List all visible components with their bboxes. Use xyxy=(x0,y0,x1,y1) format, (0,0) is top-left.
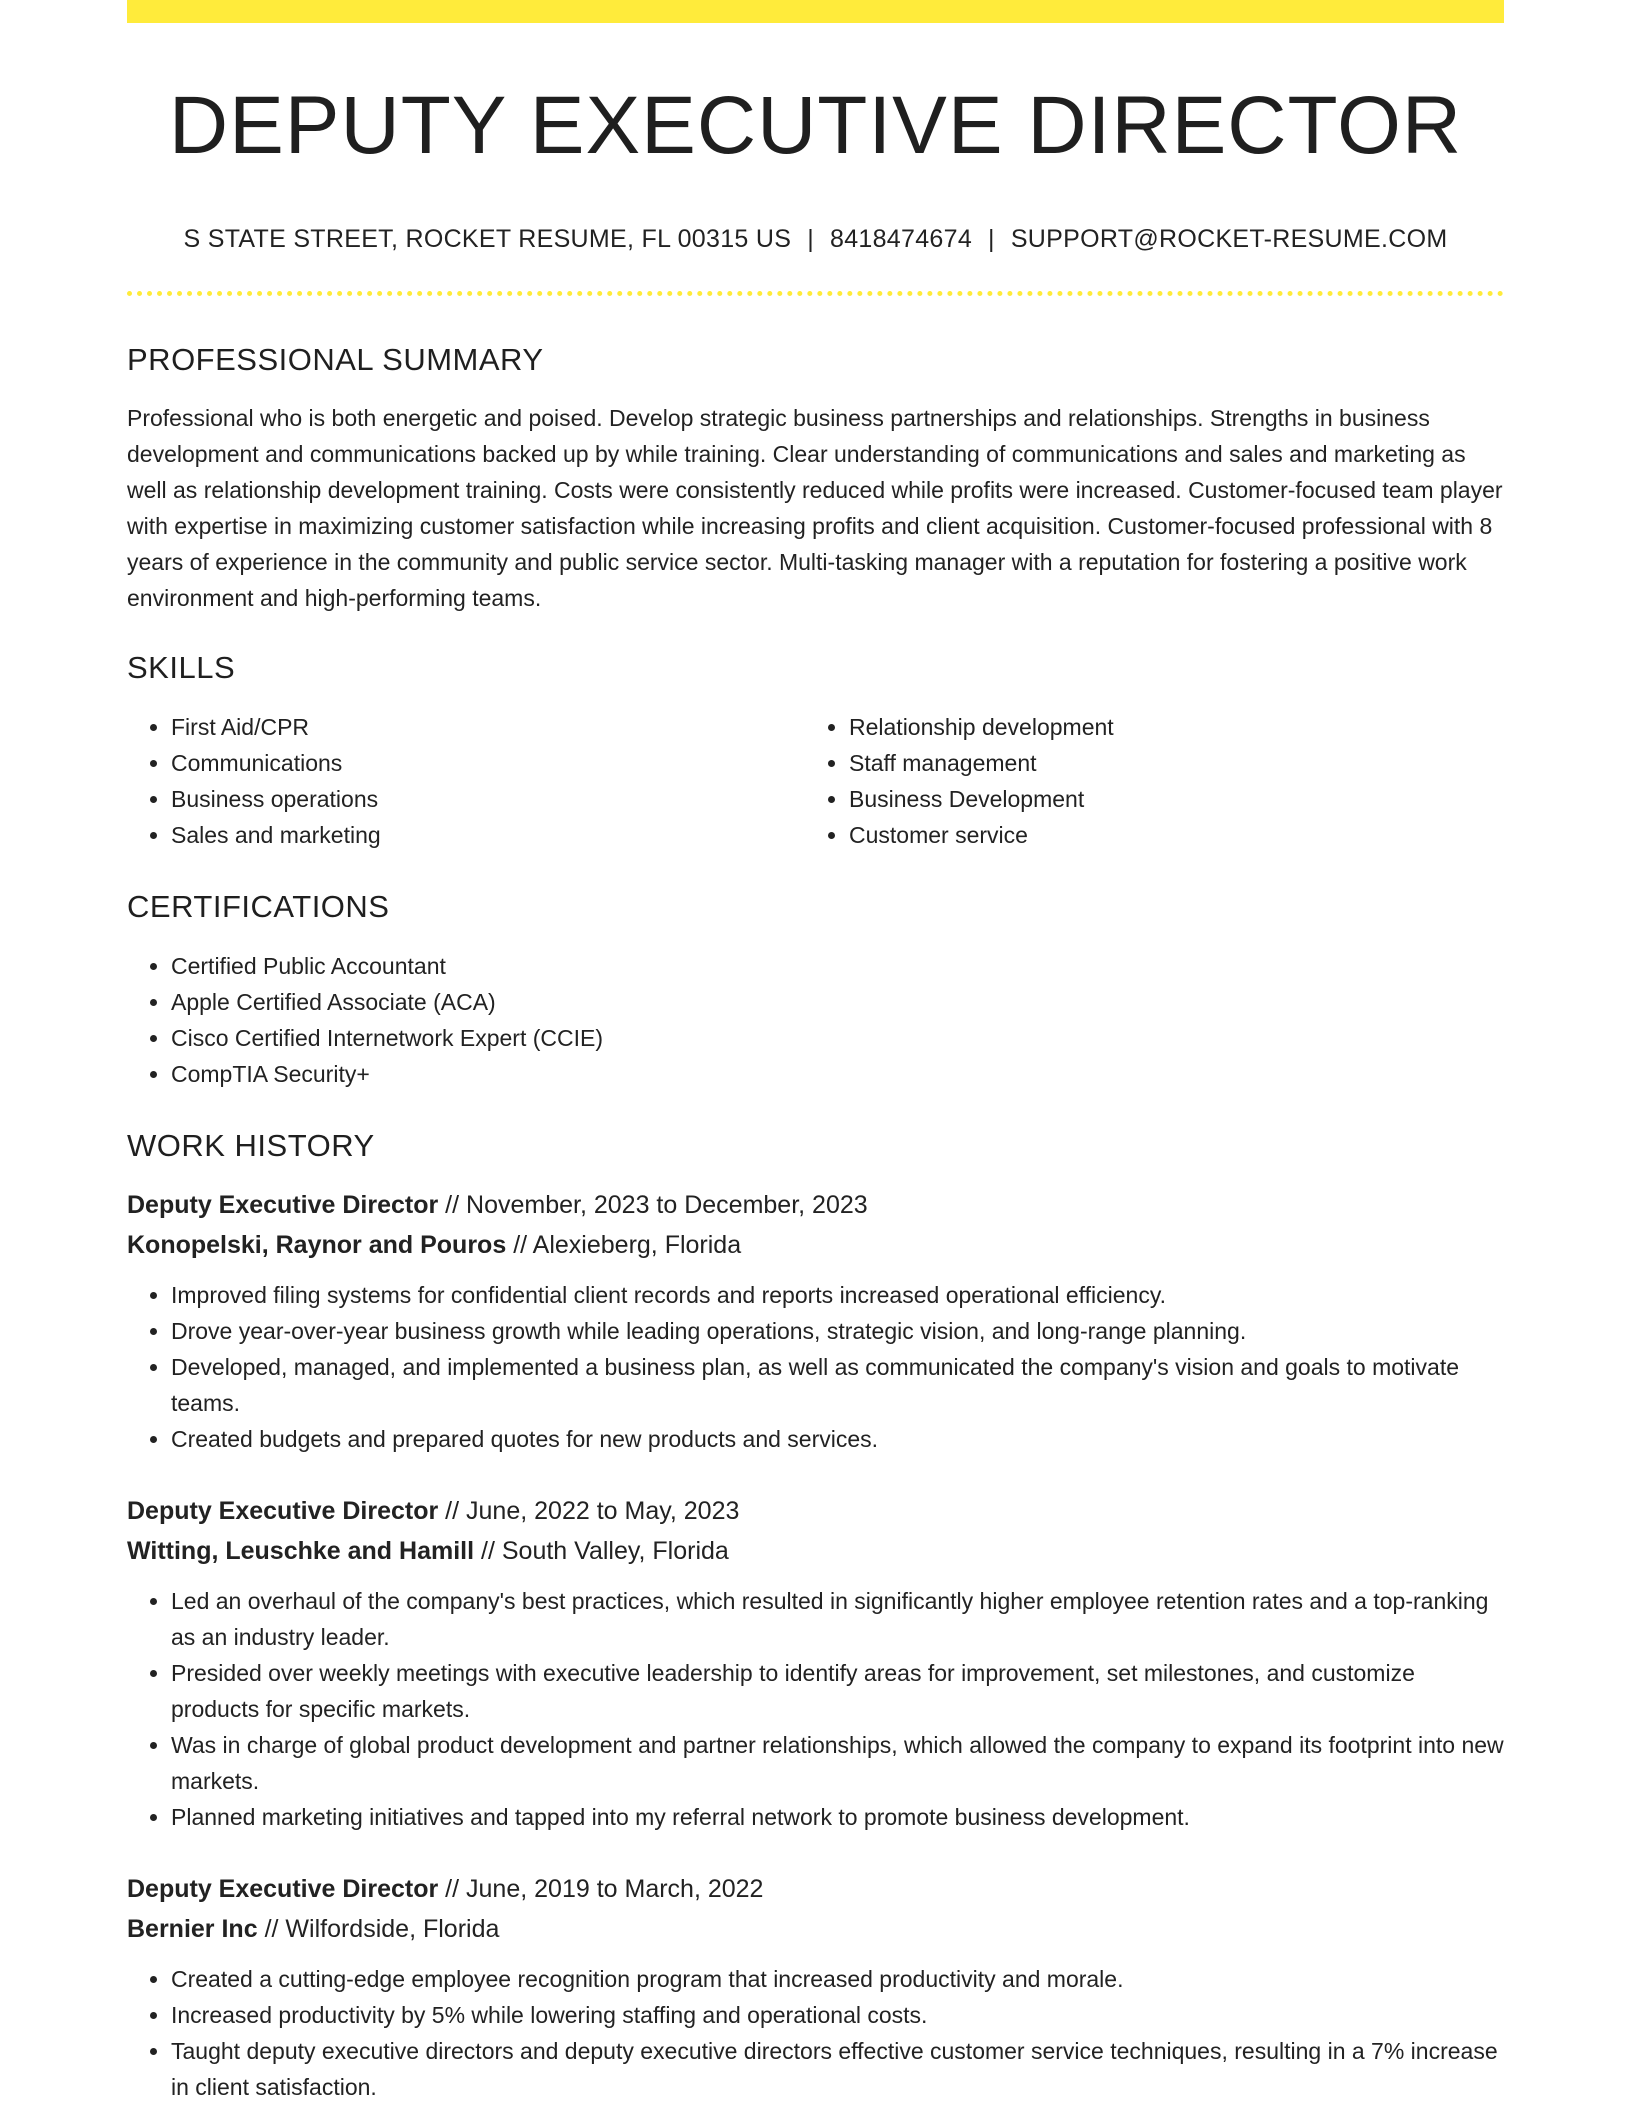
job-dates: November, 2023 to December, 2023 xyxy=(466,1191,868,1219)
skill-item: • Customer service xyxy=(849,817,1483,853)
job-bullet: • Increased productivity by 5% while lowering staffing and operational costs. xyxy=(171,1997,1504,2033)
work-history-heading: WORK HISTORY xyxy=(127,1128,375,1163)
skills-heading: SKILLS xyxy=(127,650,236,685)
job-bullet: • Planned marketing initiatives and tapped into my referral network to promote business development. xyxy=(171,1799,1504,1835)
job-role: Deputy Executive Director xyxy=(127,1497,439,1525)
job-divider: // xyxy=(481,1537,495,1565)
job-location: South Valley, Florida xyxy=(501,1537,729,1565)
job-bullet: • Taught deputy executive directors and deputy executive directors effective customer service techniques, resulting in a 7% increase in client satisfaction. xyxy=(171,2033,1504,2105)
job-bullet: • Developed, managed, and implemented a business plan, as well as communicated the company's vision and goals to motivate teams. xyxy=(171,1349,1504,1421)
certification-item: • Cisco Certified Internetwork Expert (CCIE) xyxy=(171,1020,1504,1056)
job-bullet: • Created a cutting-edge employee recognition program that increased productivity and morale. xyxy=(171,1961,1504,1997)
summary-heading: PROFESSIONAL SUMMARY xyxy=(127,342,544,377)
job-divider: // xyxy=(445,1191,460,1219)
resume-title: DEPUTY EXECUTIVE DIRECTOR xyxy=(168,80,1463,171)
job-role-line xyxy=(127,1491,1504,1531)
job-entry xyxy=(127,1185,1504,1457)
dotted-divider xyxy=(127,291,1504,296)
skill-item: • Business Development xyxy=(849,781,1483,817)
accent-top-bar xyxy=(127,0,1504,23)
certifications-list xyxy=(127,948,1504,1092)
certification-item: • CompTIA Security+ xyxy=(171,1056,1504,1092)
job-bullets xyxy=(127,1583,1504,1835)
job-dates: June, 2019 to March, 2022 xyxy=(466,1875,764,1903)
job-bullets xyxy=(127,1277,1504,1457)
job-bullet: • Led an overhaul of the company's best practices, which resulted in significantly higher employee retention rates and a top-ranking as an industry leader. xyxy=(171,1583,1504,1655)
job-company: Konopelski, Raynor and Pouros xyxy=(127,1231,507,1259)
job-bullet: • Drove year-over-year business growth while leading operations, strategic vision, and long-range planning. xyxy=(171,1313,1504,1349)
job-entry xyxy=(127,1869,1504,2105)
skill-item: • Business operations xyxy=(171,781,805,817)
job-role-line xyxy=(127,1869,1504,1909)
certifications-heading: CERTIFICATIONS xyxy=(127,889,390,924)
contact-address: S STATE STREET, ROCKET RESUME, FL 00315 US xyxy=(183,225,792,253)
job-location: Alexieberg, Florida xyxy=(532,1231,742,1259)
job-bullets xyxy=(127,1961,1504,2105)
job-entry xyxy=(127,1491,1504,1835)
skills-column-right xyxy=(805,709,1483,853)
skills-grid xyxy=(127,709,1504,853)
resume-page xyxy=(127,0,1504,2105)
job-bullet: • Created budgets and prepared quotes for new products and services. xyxy=(171,1421,1504,1457)
job-role: Deputy Executive Director xyxy=(127,1191,439,1219)
skill-item: • First Aid/CPR xyxy=(171,709,805,745)
summary-text: Professional who is both energetic and poised. Develop strategic business partnerships and relationships. Strengths in business development and communications backed up by while training. Clear understanding of communications and sales and marketing as well as relationship development training. Costs were consistently reduced while profits were increased. Customer-focused team player with expertise in maximizing customer satisfaction while increasing profits and client acquisition. Customer-focused professional with 8 years of experience in the community and public service sector. Multi-tasking manager with a reputation for fostering a positive work environment and high-performing teams. xyxy=(127,405,1503,611)
job-divider: // xyxy=(513,1231,528,1259)
job-dates: June, 2022 to May, 2023 xyxy=(466,1497,740,1525)
skill-item: • Communications xyxy=(171,745,805,781)
job-company: Bernier Inc xyxy=(127,1915,258,1943)
job-company-line xyxy=(127,1531,1504,1571)
job-company: Witting, Leuschke and Hamill xyxy=(127,1537,475,1565)
job-divider: // xyxy=(445,1875,460,1903)
skill-item: • Relationship development xyxy=(849,709,1483,745)
skills-column-left xyxy=(127,709,805,853)
contact-email: SUPPORT@ROCKET-RESUME.COM xyxy=(1010,225,1448,253)
job-company-line xyxy=(127,1225,1504,1265)
job-bullet: • Improved filing systems for confidential client records and reports increased operational efficiency. xyxy=(171,1277,1504,1313)
contact-separator: | xyxy=(988,225,995,253)
contact-phone: 8418474674 xyxy=(829,225,973,253)
job-role-line xyxy=(127,1185,1504,1225)
job-bullet: • Was in charge of global product development and partner relationships, which allowed the company to expand its footprint into new markets. xyxy=(171,1727,1504,1799)
job-company-line xyxy=(127,1909,1504,1949)
job-divider: // xyxy=(445,1497,460,1525)
certification-item: • Apple Certified Associate (ACA) xyxy=(171,984,1504,1020)
contact-line xyxy=(127,225,1504,254)
skill-item: • Sales and marketing xyxy=(171,817,805,853)
job-divider: // xyxy=(264,1915,279,1943)
contact-separator: | xyxy=(807,225,814,253)
job-location: Wilfordside, Florida xyxy=(285,1915,500,1943)
job-bullet: • Presided over weekly meetings with executive leadership to identify areas for improvement, set milestones, and customize products for specific markets. xyxy=(171,1655,1504,1727)
certification-item: • Certified Public Accountant xyxy=(171,948,1504,984)
skill-item: • Staff management xyxy=(849,745,1483,781)
job-role: Deputy Executive Director xyxy=(127,1875,439,1903)
